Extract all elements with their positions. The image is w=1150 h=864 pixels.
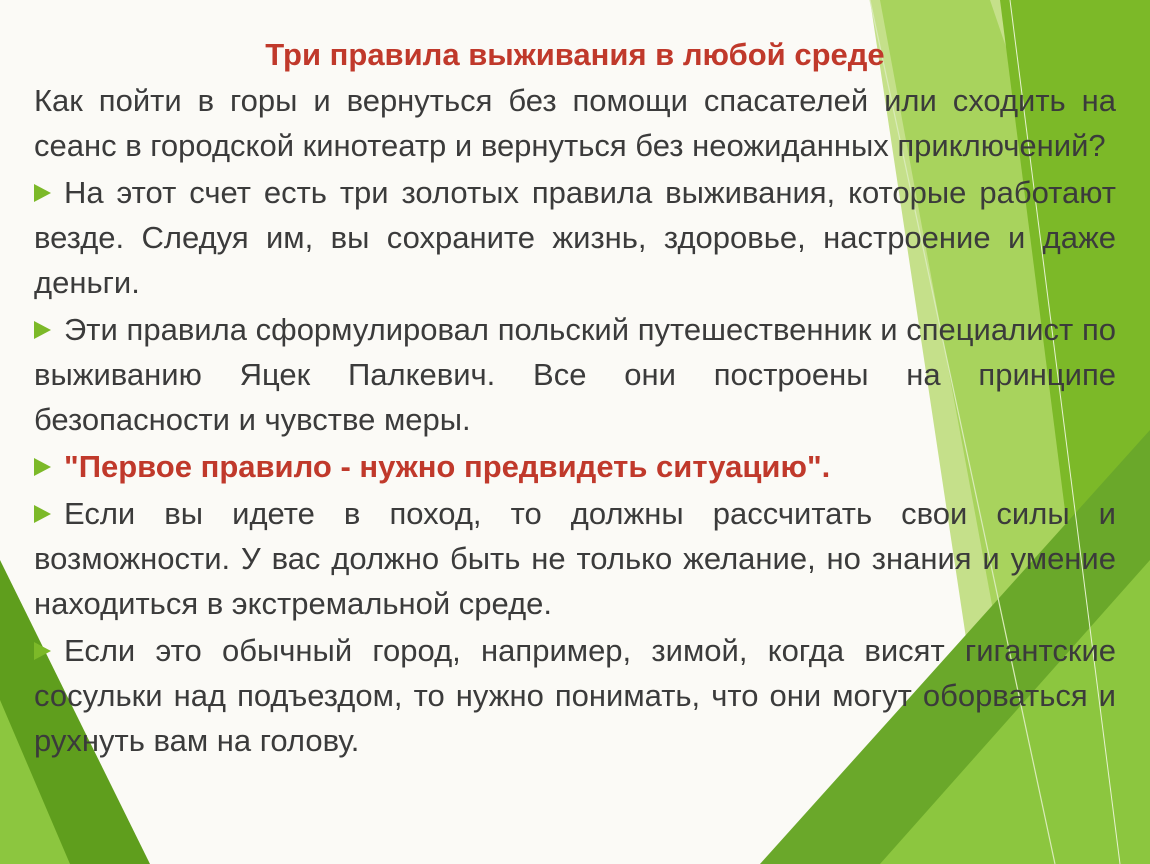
bullet-item-2 [34, 307, 1116, 442]
triangle-right-icon [34, 321, 51, 339]
slide-title: Три правила выживания в любой среде [265, 37, 885, 72]
triangle-right-icon [34, 184, 51, 202]
bullet-text-1: На этот счет есть три золотых правила выживания, которые работают везде. Следуя им, вы сохраните жизнь, здоровье, настроение и даже деньги. [34, 175, 1116, 300]
bullet-item-5 [34, 628, 1116, 763]
bullet-text-5: Если это обычный город, например, зимой, когда висят гигантские сосульки над подъездом, то нужно понимать, что они могут оборваться и рухнуть вам на голову. [34, 633, 1116, 758]
bullet-text-4: Если вы идете в поход, то должны рассчитать свои силы и возможности. У вас должно быть не только желание, но знания и умение находиться в экстремальной среде. [34, 496, 1116, 621]
text-content [34, 34, 1116, 765]
bullet-item-4 [34, 491, 1116, 626]
bullet-text-3-highlight: "Первое правило - нужно предвидеть ситуацию". [64, 449, 831, 484]
bullet-text-2: Эти правила сформулировал польский путешественник и специалист по выживанию Яцек Палкевич. Все они построены на принципе безопасности и чувстве меры. [34, 312, 1116, 437]
bullet-item-1 [34, 170, 1116, 305]
triangle-right-icon [34, 505, 51, 523]
triangle-right-icon [34, 458, 51, 476]
intro-paragraph: Как пойти в горы и вернуться без помощи спасателей или сходить на сеанс в городской кинотеатр и вернуться без неожиданных приключений? [34, 83, 1116, 163]
bullet-item-3 [34, 444, 1116, 489]
triangle-right-icon [34, 642, 51, 660]
